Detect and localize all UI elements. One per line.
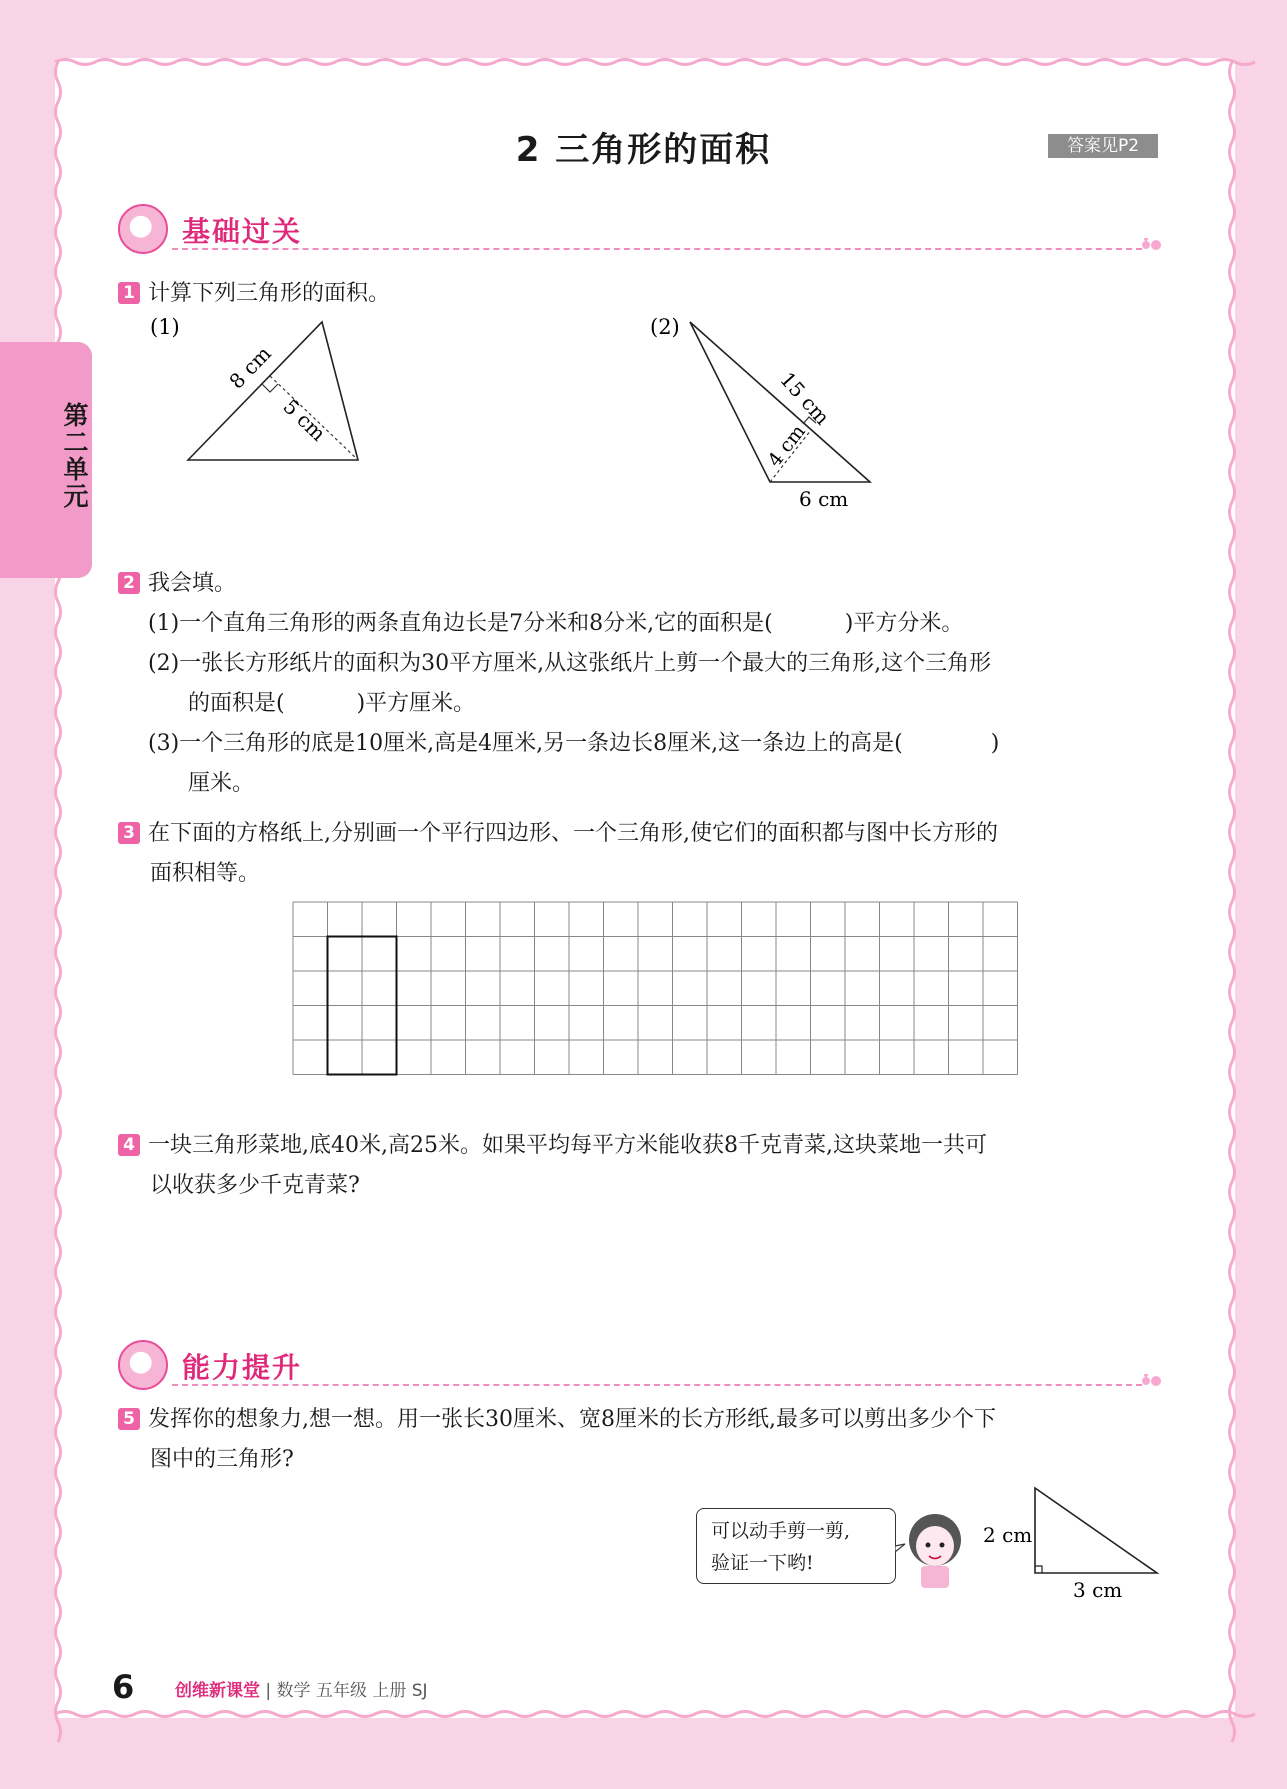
triangle-figure-2 xyxy=(645,310,885,510)
side-length-label: 8 cm xyxy=(224,341,276,394)
question-number-badge: 1 xyxy=(118,282,140,304)
figure-label: (2) xyxy=(650,315,680,339)
question-text: 在下面的方格纸上,分别画一个平行四边形、一个三角形,使它们的面积都与图中长方形的 xyxy=(148,821,998,846)
figure-label: (1) xyxy=(150,315,180,339)
footer-brand: 创维新课堂 xyxy=(175,1681,260,1701)
unit-side-tab xyxy=(0,342,92,578)
footer-book-info: 数学 五年级 上册 SJ xyxy=(276,1681,428,1701)
dashed-divider xyxy=(172,1384,1142,1386)
page-number: 6 xyxy=(112,1668,135,1706)
page-title: 2 三角形的面积 xyxy=(515,130,772,170)
question-text-cont: 面积相等。 xyxy=(150,861,261,886)
question-text: 发挥你的想象力,想一想。用一张长30厘米、宽8厘米的长方形纸,最多可以剪出多少个下 xyxy=(148,1407,996,1432)
fill-item-1: (1)一个直角三角形的两条直角边长是7分米和8分米,它的面积是( )平方分米。 xyxy=(148,611,964,636)
question-number-badge: 4 xyxy=(118,1134,140,1156)
girl-avatar-icon xyxy=(118,1340,168,1390)
base-label: 3 cm xyxy=(1073,1578,1123,1602)
section-header-advanced xyxy=(118,1340,1163,1390)
question-text: 我会填。 xyxy=(148,571,237,596)
unit-label: 第二单元 xyxy=(60,402,89,510)
question-number-badge: 2 xyxy=(118,572,140,594)
grid-paper[interactable] xyxy=(292,901,1020,1079)
fill-item-3-cont: 厘米。 xyxy=(188,771,255,796)
footer-info: 创维新课堂 | 数学 五年级 上册 SJ xyxy=(175,1681,428,1701)
speech-bubble: 可以动手剪一剪, 验证一下哟! xyxy=(696,1508,896,1584)
height-label: 4 cm xyxy=(763,420,810,472)
side-length-label: 15 cm xyxy=(775,367,835,430)
fill-item-3: (3)一个三角形的底是10厘米,高是4厘米,另一条边长8厘米,这一条边上的高是( ) xyxy=(148,731,1000,756)
section-header-basic xyxy=(118,204,1163,254)
answer-reference-badge: 答案见P2 xyxy=(1048,134,1158,158)
section-title: 能力提升 xyxy=(182,1351,303,1384)
fill-item-2-cont: 的面积是( )平方厘米。 xyxy=(188,691,476,716)
fill-item-2: (2)一张长方形纸片的面积为30平方厘米,从这张纸片上剪一个最大的三角形,这个三角形 xyxy=(148,651,992,676)
section-title: 基础过关 xyxy=(182,215,303,248)
height-label: 5 cm xyxy=(278,394,331,446)
dots-decoration-icon xyxy=(1141,238,1163,252)
right-triangle-figure xyxy=(975,1478,1170,1603)
question-text-cont: 以收获多少千克青菜? xyxy=(150,1173,360,1198)
girl-avatar-icon xyxy=(118,204,168,254)
triangle-figure-1 xyxy=(140,310,400,470)
height-label: 2 cm xyxy=(983,1523,1033,1547)
base-length-label: 6 cm xyxy=(799,487,849,510)
girl-character-icon xyxy=(895,1508,965,1590)
question-4 xyxy=(118,1126,1178,1206)
question-number-badge: 3 xyxy=(118,822,140,844)
dashed-divider xyxy=(172,248,1142,250)
question-5 xyxy=(118,1400,1178,1480)
dots-decoration-icon xyxy=(1141,1374,1163,1388)
question-number-badge: 5 xyxy=(118,1408,140,1430)
question-text: 一块三角形菜地,底40米,高25米。如果平均每平方米能收获8千克青菜,这块菜地一共可 xyxy=(148,1133,987,1158)
question-2 xyxy=(118,564,1178,804)
question-text-cont: 图中的三角形? xyxy=(150,1447,294,1472)
question-text: 计算下列三角形的面积。 xyxy=(148,281,391,306)
question-1 xyxy=(118,274,1178,314)
question-3 xyxy=(118,814,1178,894)
